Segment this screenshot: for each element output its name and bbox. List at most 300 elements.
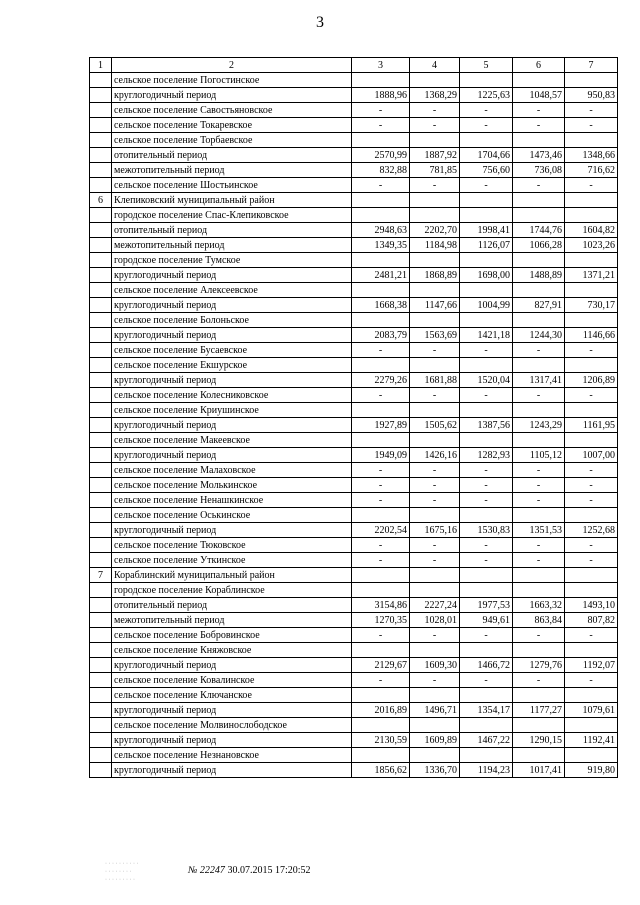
- district-row: [90, 568, 618, 583]
- blank-cell: [565, 193, 618, 208]
- row-label: сельское поселение Савостьяновское: [112, 103, 352, 118]
- header-col-6: 6: [513, 58, 565, 73]
- value-cell: 1351,53: [513, 523, 565, 538]
- empty-value-cell: -: [565, 178, 618, 193]
- blank-cell: [565, 433, 618, 448]
- empty-value-cell: -: [410, 118, 460, 133]
- row-number: [90, 118, 112, 133]
- blank-cell: [513, 718, 565, 733]
- table-row: [90, 178, 618, 193]
- empty-value-cell: -: [513, 673, 565, 688]
- value-cell: 919,80: [565, 763, 618, 778]
- value-cell: 2016,89: [352, 703, 410, 718]
- blank-cell: [565, 283, 618, 298]
- blank-cell: [565, 133, 618, 148]
- blank-cell: [460, 643, 513, 658]
- district-row: [90, 193, 618, 208]
- row-number: [90, 523, 112, 538]
- blank-cell: [352, 403, 410, 418]
- blank-cell: [352, 253, 410, 268]
- row-label: межотопительный период: [112, 613, 352, 628]
- row-label: городское поселение Кораблинское: [112, 583, 352, 598]
- blank-cell: [565, 403, 618, 418]
- blank-cell: [565, 748, 618, 763]
- blank-cell: [410, 73, 460, 88]
- table-row: [90, 463, 618, 478]
- row-label: круглогодичный период: [112, 298, 352, 313]
- table-row: [90, 523, 618, 538]
- row-number: [90, 178, 112, 193]
- table-row: [90, 103, 618, 118]
- blank-cell: [513, 358, 565, 373]
- blank-cell: [460, 403, 513, 418]
- row-number: [90, 88, 112, 103]
- blank-cell: [460, 283, 513, 298]
- table-row: [90, 553, 618, 568]
- empty-value-cell: -: [460, 553, 513, 568]
- row-label: сельское поселение Малаховское: [112, 463, 352, 478]
- blank-cell: [352, 568, 410, 583]
- empty-value-cell: -: [565, 673, 618, 688]
- value-cell: 1225,63: [460, 88, 513, 103]
- registration-stamp: · · · · · · · · · · · · · · · · · · · · · · · · · · ·: [105, 861, 139, 883]
- empty-value-cell: -: [410, 103, 460, 118]
- value-cell: 730,17: [565, 298, 618, 313]
- row-number: [90, 748, 112, 763]
- row-label: отопительный период: [112, 223, 352, 238]
- blank-cell: [410, 313, 460, 328]
- empty-value-cell: -: [565, 628, 618, 643]
- table-row: [90, 688, 618, 703]
- value-cell: 1609,89: [410, 733, 460, 748]
- empty-value-cell: -: [460, 463, 513, 478]
- blank-cell: [410, 583, 460, 598]
- empty-value-cell: -: [410, 538, 460, 553]
- row-number: [90, 283, 112, 298]
- value-cell: 1282,93: [460, 448, 513, 463]
- value-cell: 1888,96: [352, 88, 410, 103]
- value-cell: 1466,72: [460, 658, 513, 673]
- empty-value-cell: -: [565, 343, 618, 358]
- value-cell: 1426,16: [410, 448, 460, 463]
- blank-cell: [410, 718, 460, 733]
- value-cell: 781,85: [410, 163, 460, 178]
- table-row: [90, 628, 618, 643]
- blank-cell: [410, 568, 460, 583]
- value-cell: 1493,10: [565, 598, 618, 613]
- value-cell: 1194,23: [460, 763, 513, 778]
- blank-cell: [513, 433, 565, 448]
- empty-value-cell: -: [565, 118, 618, 133]
- empty-value-cell: -: [565, 538, 618, 553]
- table-row: [90, 283, 618, 298]
- blank-cell: [410, 748, 460, 763]
- table-row: [90, 643, 618, 658]
- table-row: [90, 583, 618, 598]
- empty-value-cell: -: [460, 538, 513, 553]
- blank-cell: [410, 358, 460, 373]
- table-row: [90, 163, 618, 178]
- value-cell: 863,84: [513, 613, 565, 628]
- row-label: сельское поселение Торбаевское: [112, 133, 352, 148]
- empty-value-cell: -: [410, 463, 460, 478]
- row-label: сельское поселение Бобровинское: [112, 628, 352, 643]
- document-timestamp: 30.07.2015 17:20:52: [227, 865, 311, 876]
- table-row: [90, 268, 618, 283]
- header-row: [90, 58, 618, 73]
- blank-cell: [460, 718, 513, 733]
- empty-value-cell: -: [565, 553, 618, 568]
- tariff-table: [89, 57, 618, 778]
- row-label: круглогодичный период: [112, 448, 352, 463]
- value-cell: 1354,17: [460, 703, 513, 718]
- value-cell: 1244,30: [513, 328, 565, 343]
- row-number: [90, 733, 112, 748]
- empty-value-cell: -: [410, 628, 460, 643]
- blank-cell: [565, 358, 618, 373]
- row-label: сельское поселение Оськинское: [112, 508, 352, 523]
- empty-value-cell: -: [410, 493, 460, 508]
- header-col-3: 3: [352, 58, 410, 73]
- blank-cell: [410, 433, 460, 448]
- table-row: [90, 73, 618, 88]
- header-col-7: 7: [565, 58, 618, 73]
- row-label: сельское поселение Макеевское: [112, 433, 352, 448]
- blank-cell: [513, 643, 565, 658]
- row-number: [90, 583, 112, 598]
- row-label: сельское поселение Погостинское: [112, 73, 352, 88]
- row-label: круглогодичный период: [112, 268, 352, 283]
- value-cell: 1348,66: [565, 148, 618, 163]
- value-cell: 1977,53: [460, 598, 513, 613]
- value-cell: 1927,89: [352, 418, 410, 433]
- value-cell: 1146,66: [565, 328, 618, 343]
- blank-cell: [352, 643, 410, 658]
- document-info: [188, 865, 311, 876]
- value-cell: 1048,57: [513, 88, 565, 103]
- empty-value-cell: -: [513, 463, 565, 478]
- table-row: [90, 343, 618, 358]
- value-cell: 1184,98: [410, 238, 460, 253]
- row-number: [90, 433, 112, 448]
- table-body: [90, 73, 618, 778]
- value-cell: 950,83: [565, 88, 618, 103]
- row-label: круглогодичный период: [112, 523, 352, 538]
- row-label: сельское поселение Молькинское: [112, 478, 352, 493]
- row-number: [90, 493, 112, 508]
- value-cell: 2202,70: [410, 223, 460, 238]
- row-number: 6: [90, 193, 112, 208]
- table-row: [90, 358, 618, 373]
- row-number: [90, 313, 112, 328]
- table-row: [90, 328, 618, 343]
- value-cell: 1704,66: [460, 148, 513, 163]
- empty-value-cell: -: [513, 103, 565, 118]
- row-label: сельское поселение Колесниковское: [112, 388, 352, 403]
- value-cell: 1744,76: [513, 223, 565, 238]
- empty-value-cell: -: [410, 343, 460, 358]
- table-row: [90, 433, 618, 448]
- empty-value-cell: -: [352, 673, 410, 688]
- row-number: [90, 763, 112, 778]
- blank-cell: [513, 688, 565, 703]
- value-cell: 1023,26: [565, 238, 618, 253]
- empty-value-cell: -: [460, 493, 513, 508]
- header-col-4: 4: [410, 58, 460, 73]
- empty-value-cell: -: [513, 343, 565, 358]
- blank-cell: [352, 133, 410, 148]
- row-label: круглогодичный период: [112, 328, 352, 343]
- row-number: [90, 673, 112, 688]
- table-row: [90, 493, 618, 508]
- table-row: [90, 733, 618, 748]
- table-row: [90, 403, 618, 418]
- value-cell: 1105,12: [513, 448, 565, 463]
- table-row: [90, 598, 618, 613]
- row-number: [90, 403, 112, 418]
- value-cell: 736,08: [513, 163, 565, 178]
- table-row: [90, 703, 618, 718]
- value-cell: 1505,62: [410, 418, 460, 433]
- blank-cell: [513, 748, 565, 763]
- empty-value-cell: -: [352, 343, 410, 358]
- row-label: Клепиковский муниципальный район: [112, 193, 352, 208]
- table-row: [90, 658, 618, 673]
- empty-value-cell: -: [513, 493, 565, 508]
- empty-value-cell: -: [513, 388, 565, 403]
- blank-cell: [410, 193, 460, 208]
- row-label: сельское поселение Ковалинское: [112, 673, 352, 688]
- value-cell: 1387,56: [460, 418, 513, 433]
- empty-value-cell: -: [460, 388, 513, 403]
- value-cell: 2481,21: [352, 268, 410, 283]
- value-cell: 1192,41: [565, 733, 618, 748]
- table-row: [90, 373, 618, 388]
- row-label: круглогодичный период: [112, 763, 352, 778]
- blank-cell: [352, 313, 410, 328]
- blank-cell: [513, 73, 565, 88]
- value-cell: 1563,69: [410, 328, 460, 343]
- table-row: [90, 88, 618, 103]
- value-cell: 1668,38: [352, 298, 410, 313]
- row-label: городское поселение Спас-Клепиковское: [112, 208, 352, 223]
- row-number: [90, 133, 112, 148]
- empty-value-cell: -: [513, 118, 565, 133]
- row-label: круглогодичный период: [112, 418, 352, 433]
- table-row: [90, 538, 618, 553]
- blank-cell: [513, 283, 565, 298]
- value-cell: 1998,41: [460, 223, 513, 238]
- row-label: сельское поселение Криушинское: [112, 403, 352, 418]
- blank-cell: [565, 313, 618, 328]
- header-col-5: 5: [460, 58, 513, 73]
- row-number: [90, 718, 112, 733]
- row-label: сельское поселение Незнановское: [112, 748, 352, 763]
- value-cell: 2083,79: [352, 328, 410, 343]
- empty-value-cell: -: [352, 118, 410, 133]
- row-number: [90, 688, 112, 703]
- value-cell: 1317,41: [513, 373, 565, 388]
- empty-value-cell: -: [513, 478, 565, 493]
- table-row: [90, 313, 618, 328]
- table-row: [90, 148, 618, 163]
- blank-cell: [410, 253, 460, 268]
- row-number: [90, 103, 112, 118]
- row-number: [90, 448, 112, 463]
- blank-cell: [460, 193, 513, 208]
- blank-cell: [513, 313, 565, 328]
- empty-value-cell: -: [352, 628, 410, 643]
- row-label: межотопительный период: [112, 238, 352, 253]
- blank-cell: [352, 358, 410, 373]
- blank-cell: [352, 718, 410, 733]
- empty-value-cell: -: [565, 493, 618, 508]
- header-col-2: 2: [112, 58, 352, 73]
- value-cell: 1007,00: [565, 448, 618, 463]
- value-cell: 1473,46: [513, 148, 565, 163]
- blank-cell: [410, 208, 460, 223]
- blank-cell: [565, 643, 618, 658]
- empty-value-cell: -: [460, 178, 513, 193]
- empty-value-cell: -: [565, 478, 618, 493]
- value-cell: 1681,88: [410, 373, 460, 388]
- value-cell: 1147,66: [410, 298, 460, 313]
- empty-value-cell: -: [410, 178, 460, 193]
- row-number: [90, 553, 112, 568]
- blank-cell: [460, 508, 513, 523]
- row-label: сельское поселение Алексеевское: [112, 283, 352, 298]
- row-label: круглогодичный период: [112, 658, 352, 673]
- table-row: [90, 223, 618, 238]
- value-cell: 1520,04: [460, 373, 513, 388]
- empty-value-cell: -: [460, 673, 513, 688]
- value-cell: 1467,22: [460, 733, 513, 748]
- blank-cell: [565, 208, 618, 223]
- value-cell: 1066,28: [513, 238, 565, 253]
- blank-cell: [513, 403, 565, 418]
- row-label: круглогодичный период: [112, 733, 352, 748]
- blank-cell: [410, 133, 460, 148]
- value-cell: 1604,82: [565, 223, 618, 238]
- value-cell: 1290,15: [513, 733, 565, 748]
- empty-value-cell: -: [460, 628, 513, 643]
- blank-cell: [460, 253, 513, 268]
- value-cell: 2948,63: [352, 223, 410, 238]
- table-row: [90, 718, 618, 733]
- empty-value-cell: -: [352, 553, 410, 568]
- header-col-1: 1: [90, 58, 112, 73]
- value-cell: 1488,89: [513, 268, 565, 283]
- row-number: [90, 298, 112, 313]
- row-label: межотопительный период: [112, 163, 352, 178]
- blank-cell: [352, 688, 410, 703]
- empty-value-cell: -: [565, 388, 618, 403]
- row-label: сельское поселение Ненашкинское: [112, 493, 352, 508]
- value-cell: 1421,18: [460, 328, 513, 343]
- value-cell: 1887,92: [410, 148, 460, 163]
- blank-cell: [460, 358, 513, 373]
- blank-cell: [352, 433, 410, 448]
- empty-value-cell: -: [565, 103, 618, 118]
- blank-cell: [460, 73, 513, 88]
- blank-cell: [460, 748, 513, 763]
- table-row: [90, 418, 618, 433]
- row-label: сельское поселение Бусаевское: [112, 343, 352, 358]
- empty-value-cell: -: [352, 388, 410, 403]
- value-cell: 2202,54: [352, 523, 410, 538]
- value-cell: 1161,95: [565, 418, 618, 433]
- row-label: круглогодичный период: [112, 703, 352, 718]
- blank-cell: [565, 568, 618, 583]
- blank-cell: [513, 133, 565, 148]
- blank-cell: [460, 433, 513, 448]
- row-label: круглогодичный период: [112, 373, 352, 388]
- value-cell: 1243,29: [513, 418, 565, 433]
- table-row: [90, 763, 618, 778]
- blank-cell: [410, 643, 460, 658]
- row-number: [90, 223, 112, 238]
- empty-value-cell: -: [460, 478, 513, 493]
- value-cell: 949,61: [460, 613, 513, 628]
- row-label: сельское поселение Уткинское: [112, 553, 352, 568]
- blank-cell: [352, 583, 410, 598]
- blank-cell: [565, 583, 618, 598]
- table-row: [90, 118, 618, 133]
- table-row: [90, 673, 618, 688]
- blank-cell: [565, 73, 618, 88]
- row-label: городское поселение Тумское: [112, 253, 352, 268]
- table-row: [90, 748, 618, 763]
- value-cell: 1856,62: [352, 763, 410, 778]
- blank-cell: [352, 748, 410, 763]
- empty-value-cell: -: [410, 673, 460, 688]
- document-number: № 22247: [188, 865, 225, 876]
- page-number: 3: [316, 14, 324, 31]
- empty-value-cell: -: [352, 478, 410, 493]
- value-cell: 2570,99: [352, 148, 410, 163]
- row-number: [90, 598, 112, 613]
- table-row: [90, 208, 618, 223]
- table-row: [90, 133, 618, 148]
- blank-cell: [410, 688, 460, 703]
- value-cell: 1349,35: [352, 238, 410, 253]
- blank-cell: [352, 208, 410, 223]
- value-cell: 1663,32: [513, 598, 565, 613]
- row-number: [90, 643, 112, 658]
- empty-value-cell: -: [460, 118, 513, 133]
- row-number: [90, 163, 112, 178]
- value-cell: 1336,70: [410, 763, 460, 778]
- table-row: [90, 613, 618, 628]
- value-cell: 1028,01: [410, 613, 460, 628]
- blank-cell: [460, 133, 513, 148]
- row-label: сельское поселение Молвинослободское: [112, 718, 352, 733]
- row-number: [90, 388, 112, 403]
- blank-cell: [513, 193, 565, 208]
- blank-cell: [460, 568, 513, 583]
- value-cell: 1252,68: [565, 523, 618, 538]
- empty-value-cell: -: [513, 553, 565, 568]
- table-row: [90, 508, 618, 523]
- table-row: [90, 388, 618, 403]
- blank-cell: [565, 718, 618, 733]
- empty-value-cell: -: [352, 538, 410, 553]
- empty-value-cell: -: [565, 463, 618, 478]
- value-cell: 832,88: [352, 163, 410, 178]
- empty-value-cell: -: [460, 343, 513, 358]
- blank-cell: [410, 508, 460, 523]
- value-cell: 1868,89: [410, 268, 460, 283]
